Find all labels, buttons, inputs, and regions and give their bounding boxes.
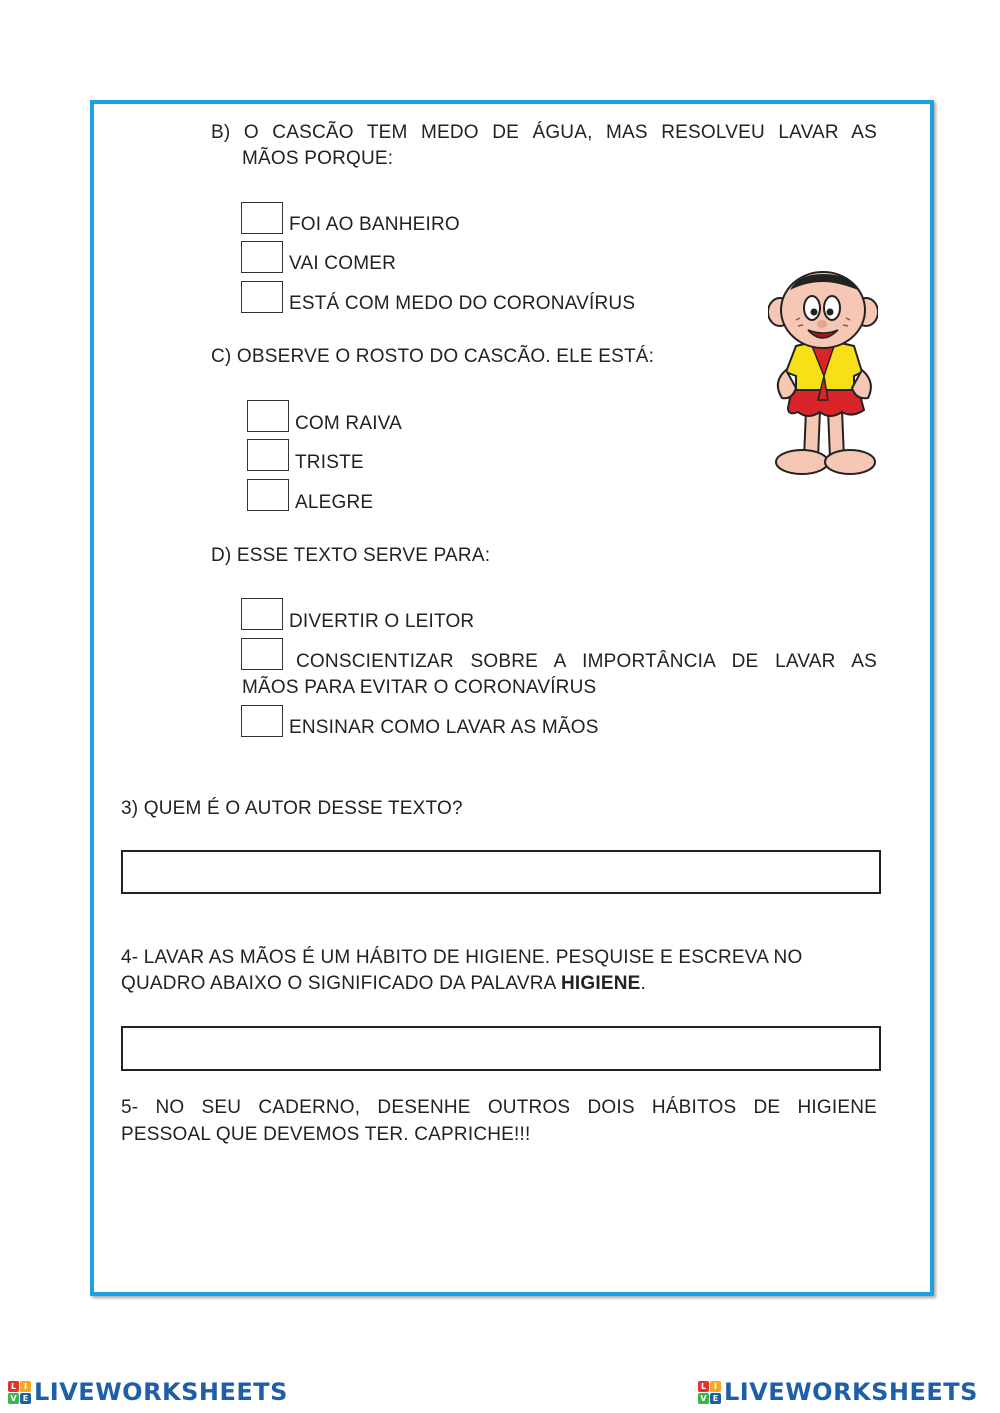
question-4-line1: 4- LAVAR AS MÃOS É UM HÁBITO DE HIGIENE. PESQUISE E ESCREVA NO (121, 947, 803, 968)
question-5-line1: 5- NO SEU CADERNO, DESENHE OUTROS DOIS HÁBITOS DE HIGIENE (121, 1097, 877, 1118)
checkbox-c-2[interactable] (247, 439, 289, 471)
logo-letter: E (710, 1393, 721, 1404)
question-4-keyword: HIGIENE (561, 973, 641, 994)
checkbox-b-2[interactable] (241, 241, 283, 273)
checkbox-d-1[interactable] (241, 598, 283, 630)
logo-letter: L (8, 1381, 19, 1392)
option-c-1: COM RAIVA (295, 413, 403, 434)
checkbox-b-1[interactable] (241, 202, 283, 234)
logo-letter: L (698, 1381, 709, 1392)
answer-field-hygiene[interactable] (121, 1026, 881, 1071)
cascao-character-image (768, 270, 878, 480)
liveworksheets-logo-icon (698, 1381, 721, 1404)
checkbox-d-2[interactable] (241, 638, 283, 670)
question-5-line2: PESSOAL QUE DEVEMOS TER. CAPRICHE!!! (121, 1124, 531, 1145)
checkbox-b-3[interactable] (241, 281, 283, 313)
option-b-2: VAI COMER (289, 253, 397, 274)
logo-letter: I (710, 1381, 721, 1392)
option-d-3: ENSINAR COMO LAVAR AS MÃOS (289, 717, 599, 738)
question-4-line2-prefix: QUADRO ABAIXO O SIGNIFICADO DA PALAVRA (121, 973, 561, 994)
question-3-text: 3) QUEM É O AUTOR DESSE TEXTO? (121, 798, 463, 819)
checkbox-c-3[interactable] (247, 479, 289, 511)
option-c-2: TRISTE (295, 452, 364, 473)
footer-logo-right (698, 1378, 978, 1406)
brand-text: LIVEWORKSHEETS (724, 1378, 978, 1406)
question-4-line2-suffix: . (640, 973, 647, 994)
option-d-2-line1: CONSCIENTIZAR SOBRE A IMPORTÂNCIA DE LAVAR AS (296, 651, 877, 672)
logo-letter: V (8, 1393, 19, 1404)
checkbox-d-3[interactable] (241, 705, 283, 737)
question-b-line2: MÃOS PORQUE: (242, 148, 394, 169)
footer-logo-left (8, 1378, 288, 1406)
option-b-1: FOI AO BANHEIRO (289, 214, 460, 235)
brand-text: LIVEWORKSHEETS (34, 1378, 288, 1406)
logo-letter: I (20, 1381, 31, 1392)
option-b-3: ESTÁ COM MEDO DO CORONAVÍRUS (289, 293, 636, 314)
question-b-line1: B) O CASCÃO TEM MEDO DE ÁGUA, MAS RESOLVEU LAVAR AS (211, 122, 877, 143)
option-d-2-line2: MÃOS PARA EVITAR O CORONAVÍRUS (242, 677, 597, 698)
question-c-text: C) OBSERVE O ROSTO DO CASCÃO. ELE ESTÁ: (211, 346, 655, 367)
option-d-1: DIVERTIR O LEITOR (289, 611, 475, 632)
logo-letter: V (698, 1393, 709, 1404)
question-4-line2 (121, 971, 646, 997)
answer-field-author[interactable] (121, 850, 881, 894)
checkbox-c-1[interactable] (247, 400, 289, 432)
liveworksheets-logo-icon (8, 1381, 31, 1404)
logo-letter: E (20, 1393, 31, 1404)
option-c-3: ALEGRE (295, 492, 374, 513)
question-d-text: D) ESSE TEXTO SERVE PARA: (211, 545, 491, 566)
